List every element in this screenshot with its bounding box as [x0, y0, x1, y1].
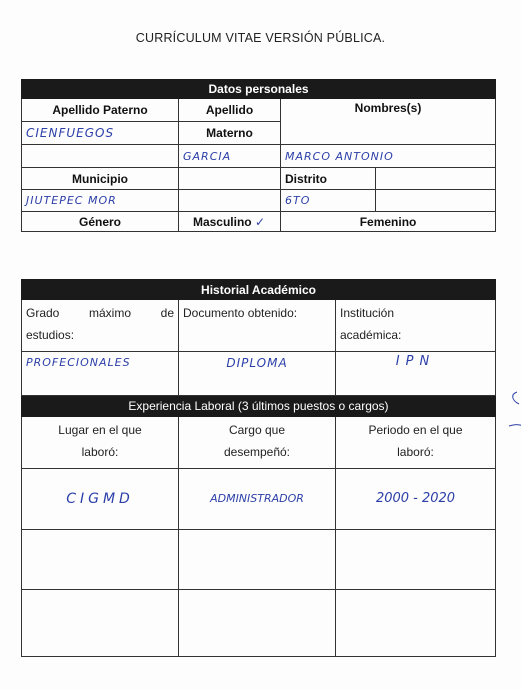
femenino-label: Femenino	[359, 214, 417, 229]
col-periodo-line-2: laboró:	[397, 444, 434, 459]
masculino-option[interactable]	[179, 212, 281, 232]
municipio-label: Municipio	[22, 168, 179, 190]
genero-label: Género	[22, 212, 179, 232]
document-title: CURRÍCULUM VITAE VERSIÓN PÚBLICA.	[135, 31, 386, 45]
row-3-cargo[interactable]	[179, 589, 336, 656]
municipio-blank	[179, 168, 281, 190]
col-periodo-header	[336, 416, 496, 468]
institucion-label	[336, 300, 496, 351]
nombres-value[interactable]: MARCO ANTONIO	[281, 145, 496, 168]
table-row	[22, 589, 496, 656]
municipio-extra-blank	[179, 190, 281, 212]
experience-columns-row	[22, 416, 496, 468]
col-cargo-header	[179, 416, 336, 468]
masculino-label: Masculino	[192, 214, 252, 229]
grado-label-line-1: Grado máximo de	[26, 306, 174, 321]
apellido-materno-label-2: Materno	[179, 122, 281, 145]
experience-header: Experiencia Laboral (3 últimos puestos o cargos)	[22, 396, 496, 416]
col-cargo-line-2: desempeñó:	[223, 444, 291, 459]
table-row	[22, 529, 496, 589]
apellido-paterno-blank	[22, 145, 179, 168]
femenino-option[interactable]	[281, 212, 496, 232]
row-2-periodo[interactable]	[336, 529, 496, 589]
academic-header-row	[22, 280, 496, 300]
institucion-value[interactable]: IPN	[336, 351, 496, 396]
institucion-label-line-1: Institución	[340, 306, 395, 321]
documento-label-cell	[179, 300, 336, 351]
distrito-blank	[376, 168, 496, 190]
table-row	[22, 468, 496, 529]
masculino-check-icon: ✓	[254, 214, 267, 229]
personal-data-header: Datos personales	[22, 80, 496, 99]
row-3-lugar[interactable]	[22, 589, 179, 656]
personal-data-header-row	[22, 80, 496, 99]
col-lugar-line-2: laboró:	[81, 444, 119, 459]
apellido-materno-value[interactable]: GARCIA	[179, 145, 281, 168]
experience-header-row	[22, 396, 496, 416]
apellido-paterno-value[interactable]: CIENFUEGOS	[22, 122, 179, 145]
col-periodo-line-1: Periodo en el que	[368, 422, 463, 437]
row-1-periodo[interactable]: 2000 - 2020	[336, 468, 496, 529]
apellido-paterno-label: Apellido Paterno	[22, 99, 179, 122]
personal-data-table	[21, 79, 496, 232]
institucion-label-line-2: académica:	[340, 328, 402, 343]
grado-value[interactable]: PROFECIONALES	[22, 351, 179, 396]
municipio-value[interactable]: JIUTEPEC MOR	[22, 190, 179, 212]
col-lugar-header	[22, 416, 179, 468]
nombres-label: Nombres(s)	[281, 99, 496, 145]
academic-header: Historial Académico	[22, 280, 496, 300]
distrito-label: Distrito	[281, 168, 376, 190]
row-3-periodo[interactable]	[336, 589, 496, 656]
documento-label: Documento obtenido:	[183, 306, 298, 321]
distrito-value[interactable]: 6TO	[281, 190, 376, 212]
grado-label-line-2: estudios:	[26, 328, 75, 343]
margin-pen-mark	[505, 380, 521, 440]
col-cargo-line-1: Cargo que	[228, 422, 286, 437]
apellido-materno-label-1: Apellido	[179, 99, 281, 122]
row-1-cargo[interactable]: ADMINISTRADOR	[179, 468, 336, 529]
row-2-cargo[interactable]	[179, 529, 336, 589]
row-1-lugar[interactable]: CIGMD	[22, 468, 179, 529]
col-lugar-line-1: Lugar en el que	[58, 422, 142, 437]
grado-label	[22, 300, 179, 351]
academic-table	[21, 279, 496, 657]
documento-value[interactable]: DIPLOMA	[179, 351, 336, 396]
row-2-lugar[interactable]	[22, 529, 179, 589]
distrito-value-blank	[376, 190, 496, 212]
